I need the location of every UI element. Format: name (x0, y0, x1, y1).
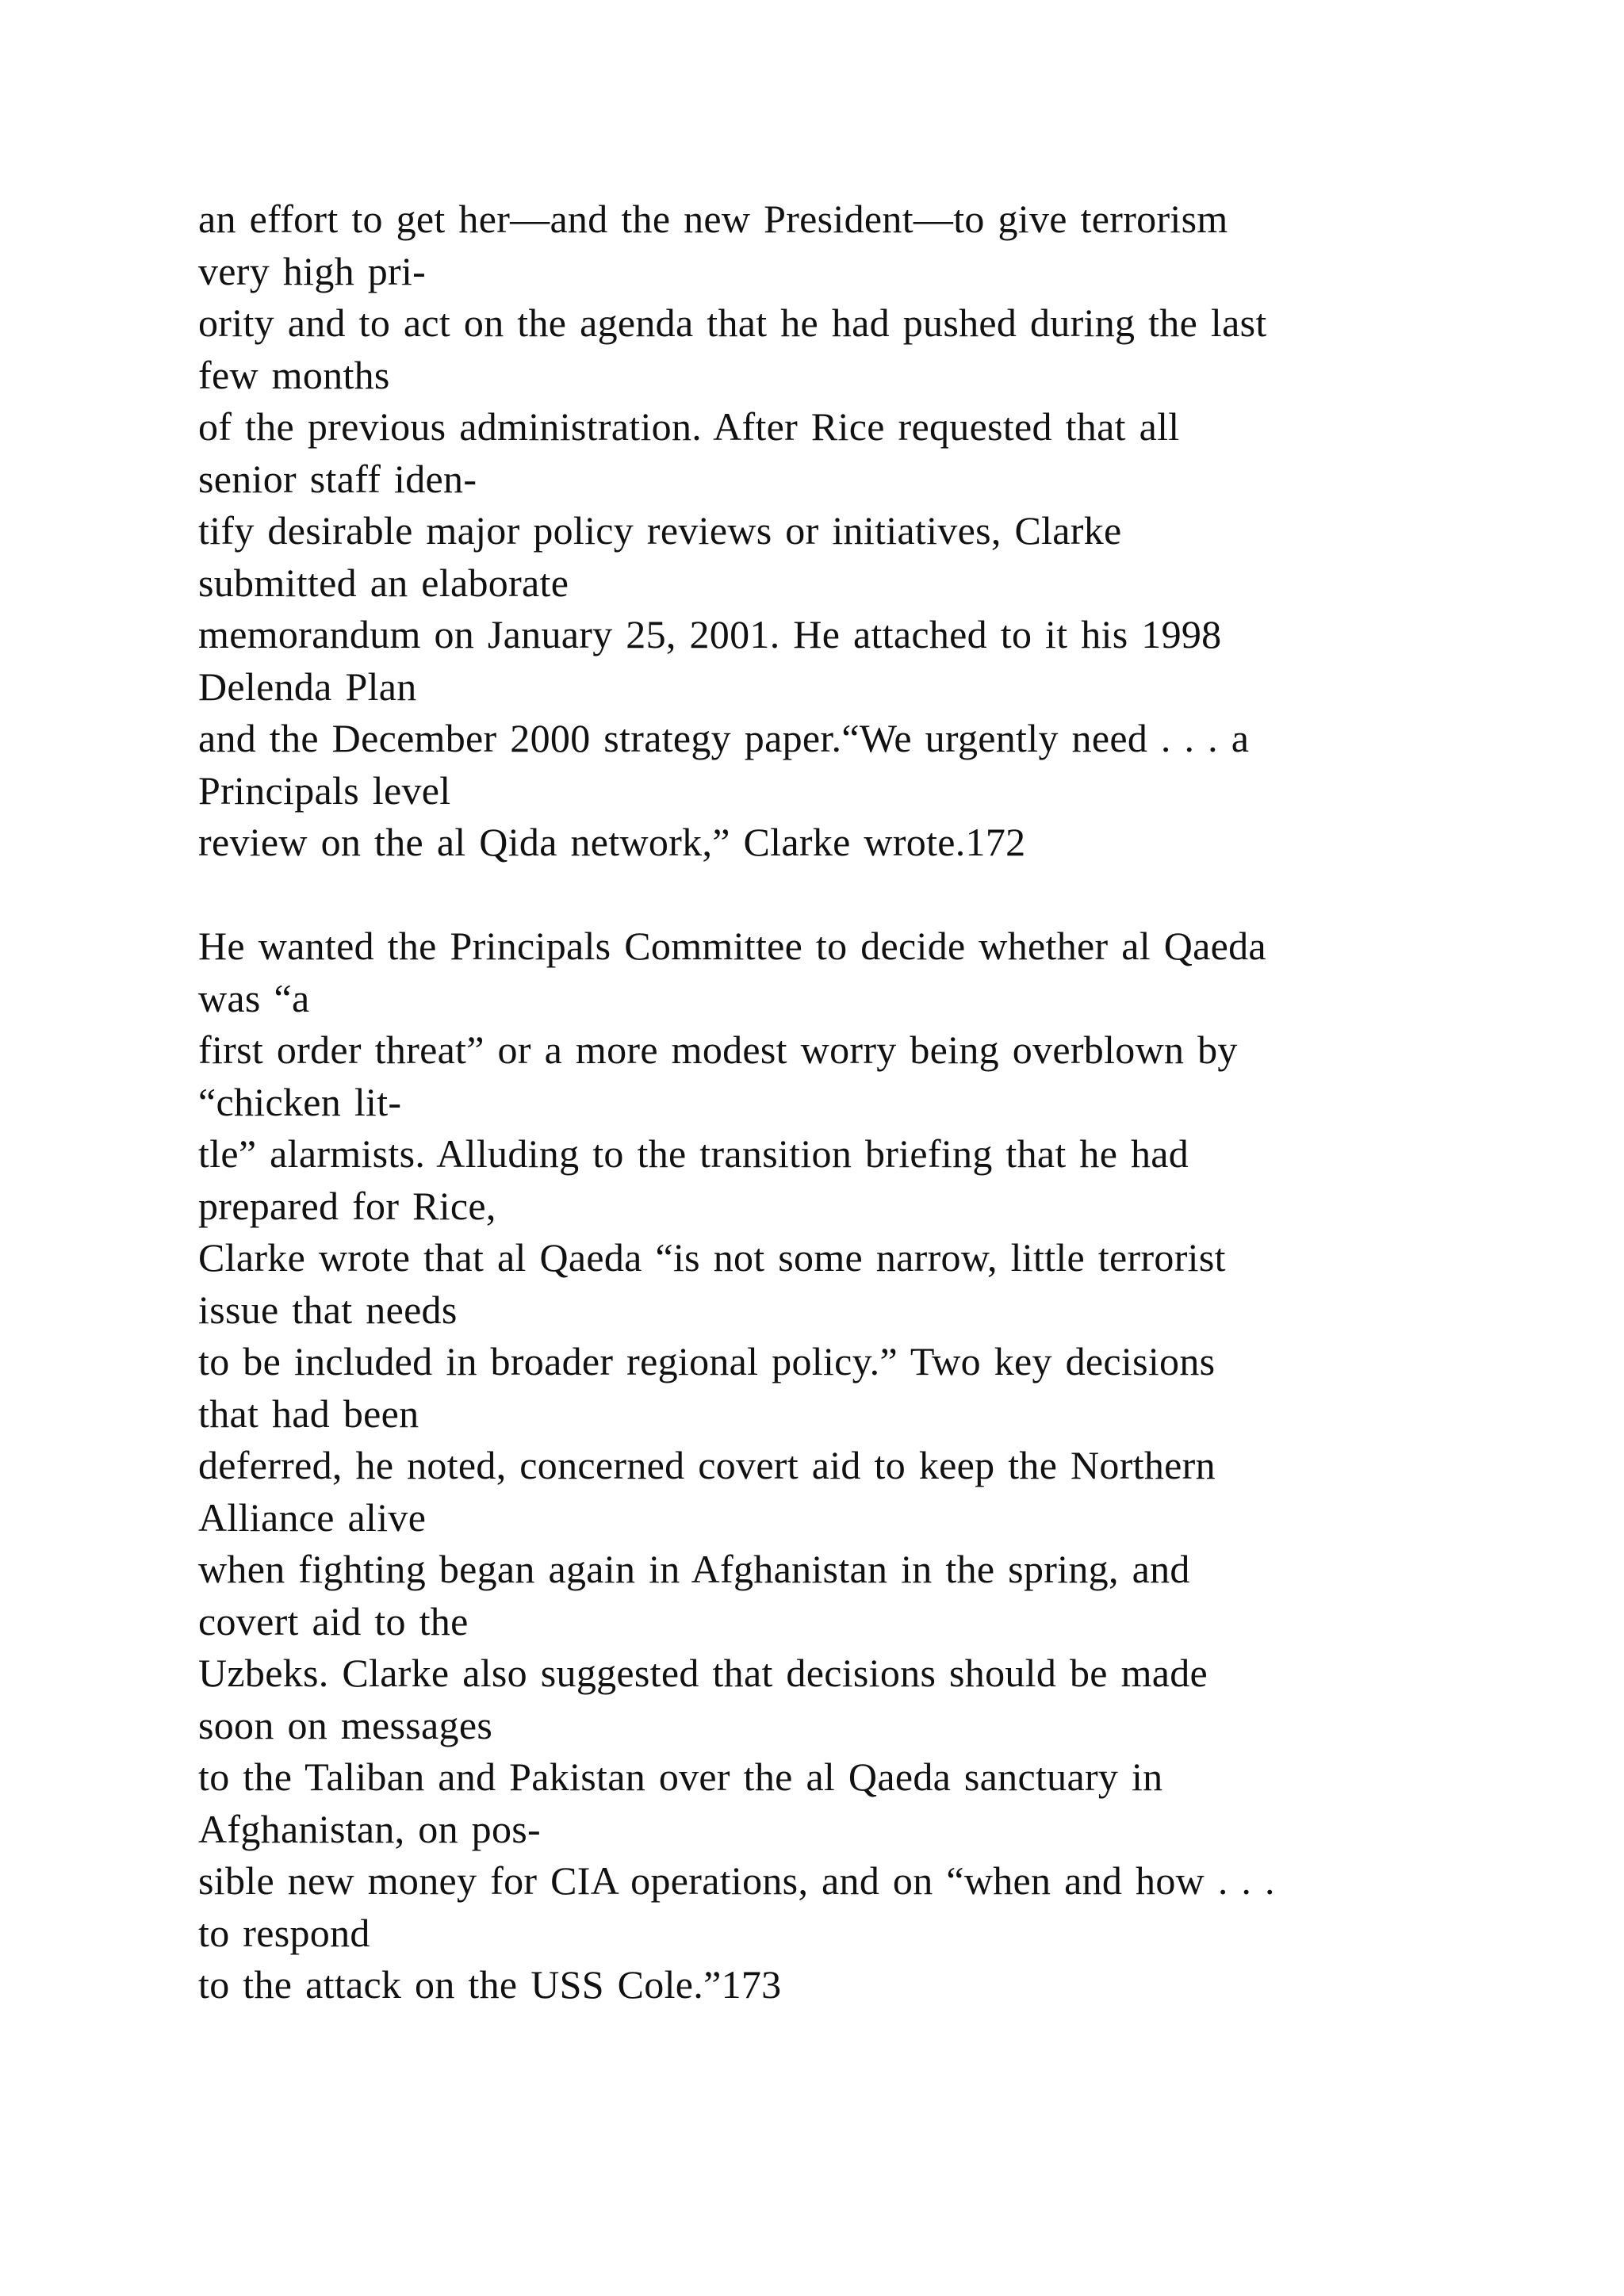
text-line: that had been (198, 1391, 419, 1436)
paragraph-1 (198, 193, 1546, 869)
text-line: to the attack on the USS Cole.”173 (198, 1962, 782, 2007)
text-line: covert aid to the (198, 1598, 469, 1644)
text-line: memorandum on January 25, 2001. He attached to it his 1998 (198, 612, 1222, 656)
text-line: senior staff iden- (198, 456, 477, 501)
text-line: Afghanistan, on pos- (198, 1806, 541, 1851)
text-line: and the December 2000 strategy paper.“We urgently need . . . a (198, 716, 1250, 760)
paragraph-2 (198, 920, 1546, 2011)
text-line: to the Taliban and Pakistan over the al Qaeda sanctuary in (198, 1755, 1163, 1799)
text-line: Delenda Plan (198, 664, 417, 709)
text-line: when fighting began again in Afghanistan in the spring, and (198, 1547, 1190, 1591)
text-line: first order threat” or a more modest worry being overblown by (198, 1027, 1238, 1072)
text-line: very high pri- (198, 248, 427, 293)
text-line: was “a (198, 975, 310, 1020)
text-line: He wanted the Principals Committee to decide whether al Qaeda (198, 924, 1266, 968)
text-line: tle” alarmists. Alluding to the transition briefing that he had (198, 1131, 1189, 1176)
text-line: deferred, he noted, concerned covert aid to keep the Northern (198, 1443, 1216, 1487)
text-line: to be included in broader regional policy.” Two key decisions (198, 1339, 1216, 1383)
text-line: Clarke wrote that al Qaeda “is not some narrow, little terrorist (198, 1235, 1226, 1280)
text-line: of the previous administration. After Rice requested that all (198, 404, 1180, 449)
text-line: review on the al Qida network,” Clarke wrote.172 (198, 820, 1026, 864)
text-line: prepared for Rice, (198, 1183, 496, 1228)
text-line: tify desirable major policy reviews or initiatives, Clarke (198, 508, 1122, 553)
paragraph-gap (198, 869, 1546, 921)
text-line: an effort to get her—and the new President—to give terrorism (198, 197, 1228, 241)
text-line: Alliance alive (198, 1494, 427, 1540)
text-line: Uzbeks. Clarke also suggested that decisions should be made (198, 1651, 1208, 1695)
text-line: submitted an elaborate (198, 560, 569, 605)
text-line: ority and to act on the agenda that he had pushed during the last (198, 300, 1267, 345)
text-line: few months (198, 352, 390, 397)
text-line: soon on messages (198, 1702, 493, 1747)
text-line: to respond (198, 1910, 370, 1955)
text-line: sible new money for CIA operations, and on “when and how . . . (198, 1858, 1275, 1903)
body-text (198, 193, 1546, 2011)
text-line: “chicken lit- (198, 1079, 402, 1124)
text-line: issue that needs (198, 1287, 458, 1332)
text-line: Principals level (198, 767, 451, 813)
